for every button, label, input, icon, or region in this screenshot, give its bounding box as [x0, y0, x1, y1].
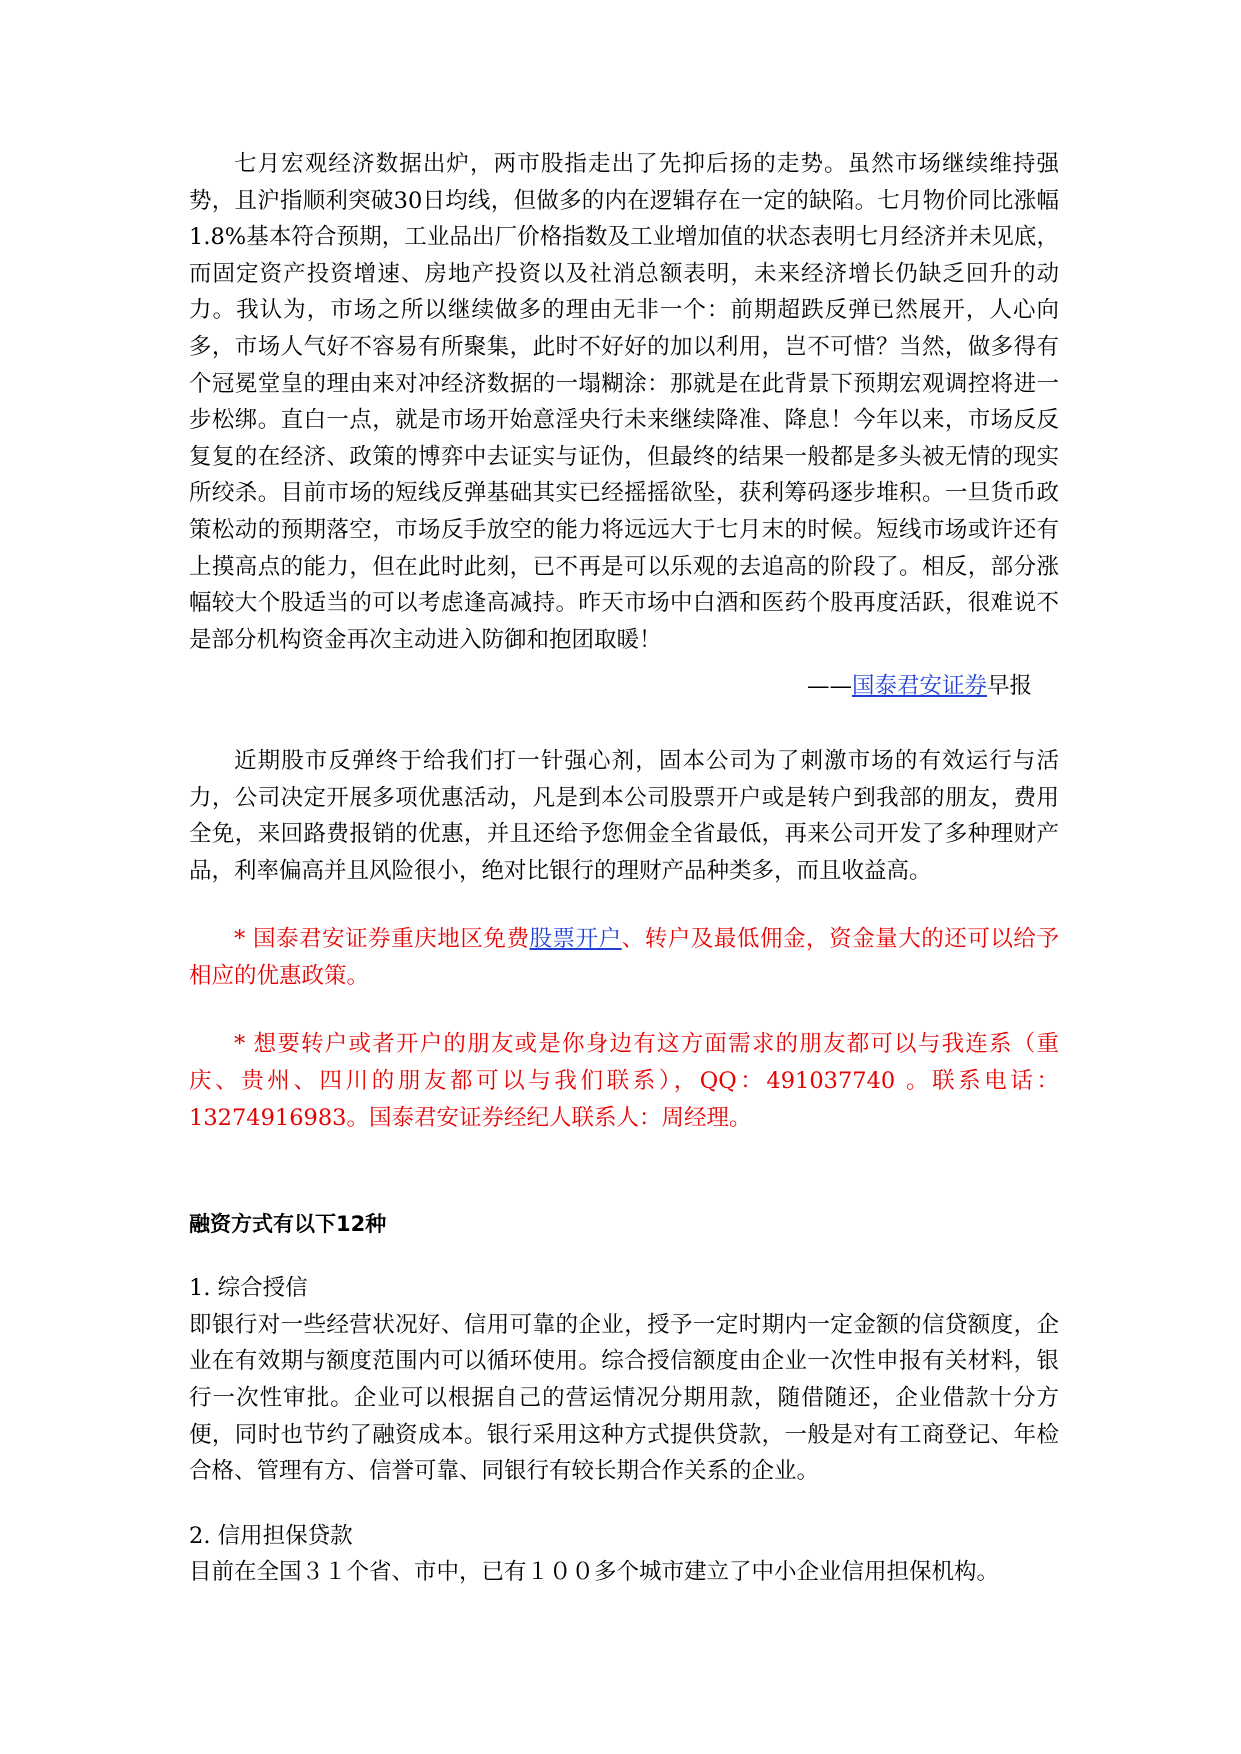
attribution-prefix: ——	[806, 673, 852, 700]
article-paragraph-2: 近期股市反弹终于给我们打一针强心剂，固本公司为了刺激市场的有效运行与活力，公司决定开展多项优惠活动，凡是到本公司股票开户或是转户到我部的朋友，费用全免，来回路费报销的优惠，并且还给予您佣金全省最低，再来公司开发了多种理财产品，利率偏高并且风险很小，绝对比银行的理财产品种类多，而且收益高。	[189, 747, 1059, 884]
item-body-2: 目前在全国３１个省、市中，已有１００多个城市建立了中小企业信用担保机构。	[189, 1559, 1000, 1586]
promo-paragraph-1	[189, 921, 1059, 994]
article-paragraph-1: 七月宏观经济数据出炉，两市股指走出了先抑后扬的走势。虽然市场继续维持强势，且沪指顺利突破30日均线，但做多的内在逻辑存在一定的缺陷。七月物价同比涨幅1.8%基本符合预期，工业品出厂价格指数及工业增加值的状态表明七月经济并未见底，而固定资产投资增速、房地产投资以及社消总额表明，未来经济增长仍缺乏回升的动力。我认为，市场之所以继续做多的理由无非一个：前期超跌反弹已然展开，人心向多，市场人气好不容易有所聚集，此时不好好的加以利用，岂不可惜？当然，做多得有个冠冕堂皇的理由来对冲经济数据的一塌糊涂：那就是在此背景下预期宏观调控将进一步松绑。直白一点，就是市场开始意淫央行未来继续降准、降息！今年以来，市场反反复复的在经济、政策的博弈中去证实与证伪，但最终的结果一般都是多头被无情的现实所绞杀。目前市场的短线反弹基础其实已经摇摇欲坠，获利筹码逐步堆积。一旦货币政策松动的预期落空，市场反手放空的能力将远远大于七月末的时候。短线市场或许还有上摸高点的能力，但在此时此刻，已不再是可以乐观的去追高的阶段了。相反，部分涨幅较大个股适当的可以考虑逢高减持。昨天市场中白酒和医药个股再度活跃，很难说不是部分机构资金再次主动进入防御和抱团取暖！	[189, 151, 1059, 653]
section-heading: 融资方式有以下12种	[189, 1212, 387, 1237]
item-title-2: 2. 信用担保贷款	[189, 1522, 353, 1549]
stock-account-link[interactable]: 股票开户	[529, 926, 622, 953]
attribution-suffix: 早报	[986, 673, 1032, 700]
item-body-1: 即银行对一些经营状况好、信用可靠的企业，授予一定时期内一定金额的信贷额度，企业在有效期与额度范围内可以循环使用。综合授信额度由企业一次性申报有关材料，银行一次性审批。企业可以根据自己的营运情况分期用款，随借随还，企业借款十分方便，同时也节约了融资成本。银行采用这种方式提供贷款，一般是对有工商登记、年检合格、管理有方、信誉可靠、同银行有较长期合作关系的企业。	[189, 1311, 1059, 1485]
promo1-suffix: 、转户及最低佣金，资金量大的还可以给予相应的优惠政策。	[189, 926, 1059, 989]
promo1-prefix: * 国泰君安证券重庆地区免费	[234, 926, 530, 953]
item-title-1: 1. 综合授信	[189, 1275, 308, 1302]
document-page	[189, 146, 1059, 1591]
attribution-link[interactable]: 国泰君安证券	[851, 673, 987, 700]
attribution-line	[189, 668, 1059, 705]
promo-paragraph-2: * 想要转户或者开户的朋友或是你身边有这方面需求的朋友都可以与我连系（重庆、贵州、四川的朋友都可以与我们联系），QQ：491037740 。联系电话：13274916983。国泰君安证券经纪人联系人：周经理。	[189, 1031, 1059, 1131]
